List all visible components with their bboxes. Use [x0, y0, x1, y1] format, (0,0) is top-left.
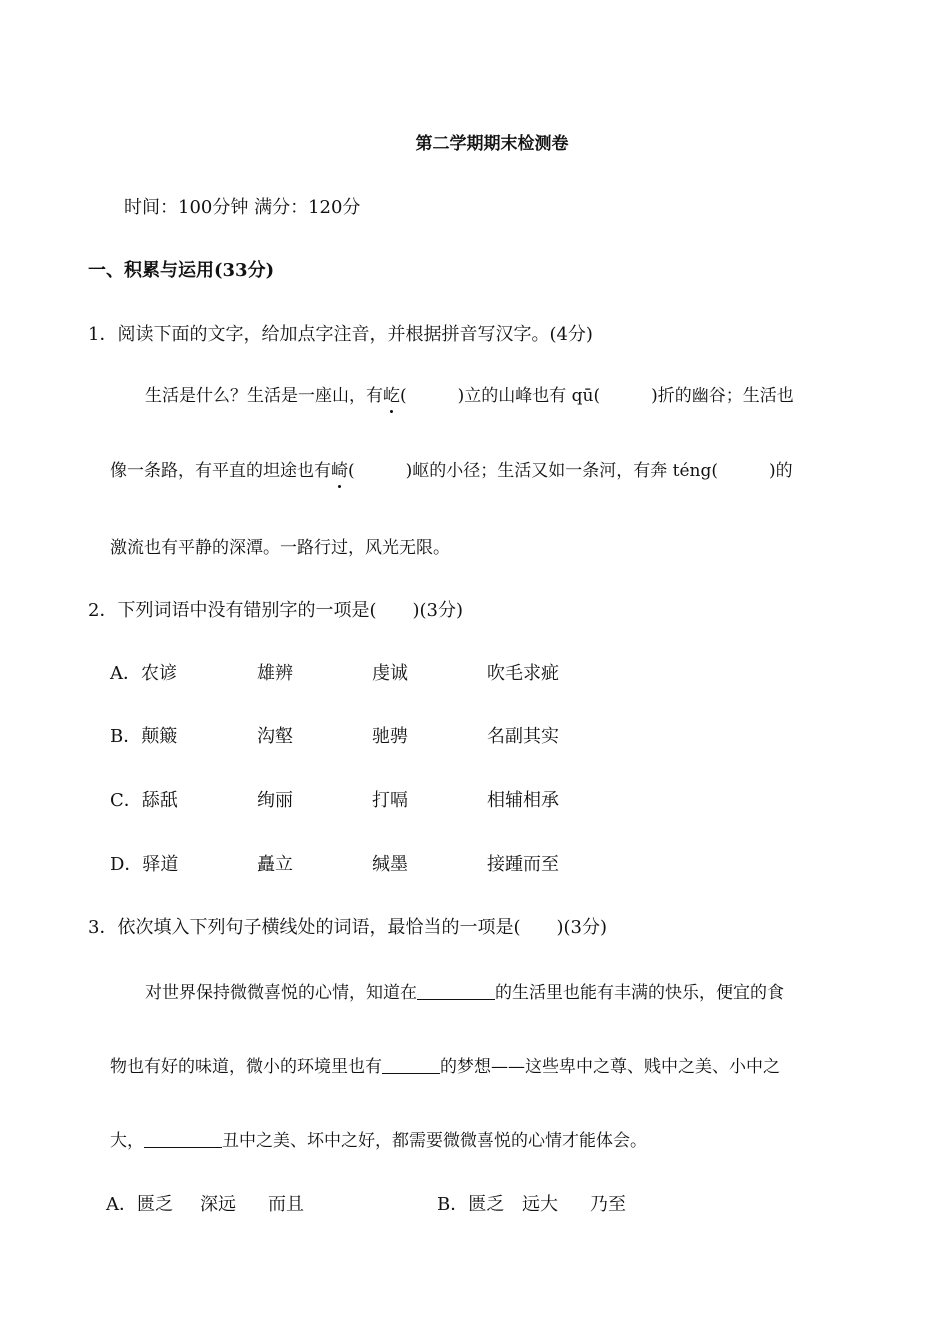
answer-blank [417, 981, 495, 1000]
answer-blank [144, 1129, 222, 1148]
dotted-char: 崎 [331, 461, 348, 481]
question-1-line-1: 生活是什么？生活是一座山，有屹( )立的山峰也有 qū( )折的幽谷；生活也 [145, 386, 794, 406]
exam-page: 第二学期期末检测卷 时间：100分钟 满分：120分 一、积累与运用(33分) 1．阅读下面的文字，给加点字注音，并根据拼音写汉字。(4分) 生活是什么？生活是一座山，有屹( )立的山峰也有 qū( )折的幽谷；生活也 像一条路，有平直的坦途也有崎( )岖的小径；生活又如一条河，有奔 téng( )的 激流也有平静的深潭。一路行过，风光无限。 2．下列词语中没有错别字的一项是( )(3分) A．农谚 雄辨 虔诚 吹毛求疵 B．颠簸 沟壑 驰骋 名副其实 C．舔舐 绚丽 打嗝 相辅相承 D．驿道 矗立 缄墨 接踵而至 3．依次填入下列句子横线处的词语，最恰当的一项是( )(3分) 对世界保持微微喜悦的心情，知道在 的生活里也能有丰满的快乐，便宜的食 物也有好的味道，微小的环境里也有 的梦想——这些卑中之尊、贱中之美、小中之 大， 丑中之美、坏中之好，都需要微微喜悦的心情才能体会。 A．匮乏 深远 而且 B．匮乏 远大 乃至 [0, 0, 950, 1344]
question-3-line-3: 大， 丑中之美、坏中之好，都需要微微喜悦的心情才能体会。 [110, 1131, 647, 1151]
question-1-line-2: 像一条路，有平直的坦途也有崎( )岖的小径；生活又如一条河，有奔 téng( )的 [110, 461, 793, 481]
answer-blank [382, 1055, 440, 1074]
question-2-stem: 2．下列词语中没有错别字的一项是( )(3分) [88, 600, 463, 621]
question-3-stem: 3．依次填入下列句子横线处的词语，最恰当的一项是( )(3分) [88, 917, 607, 938]
question-1-line-3: 激流也有平静的深潭。一路行过，风光无限。 [110, 538, 450, 558]
question-1-stem: 1．阅读下面的文字，给加点字注音，并根据拼音写汉字。(4分) [88, 324, 593, 345]
dotted-char: 屹 [383, 386, 400, 406]
page-title: 第二学期期末检测卷 [415, 134, 569, 154]
section-heading: 一、积累与运用(33分) [88, 260, 275, 281]
question-3-line-2: 物也有好的味道，微小的环境里也有 的梦想——这些卑中之尊、贱中之美、小中之 [110, 1057, 780, 1077]
exam-meta: 时间：100分钟 满分：120分 [124, 197, 361, 218]
question-3-line-1: 对世界保持微微喜悦的心情，知道在 的生活里也能有丰满的快乐，便宜的食 [145, 983, 784, 1003]
